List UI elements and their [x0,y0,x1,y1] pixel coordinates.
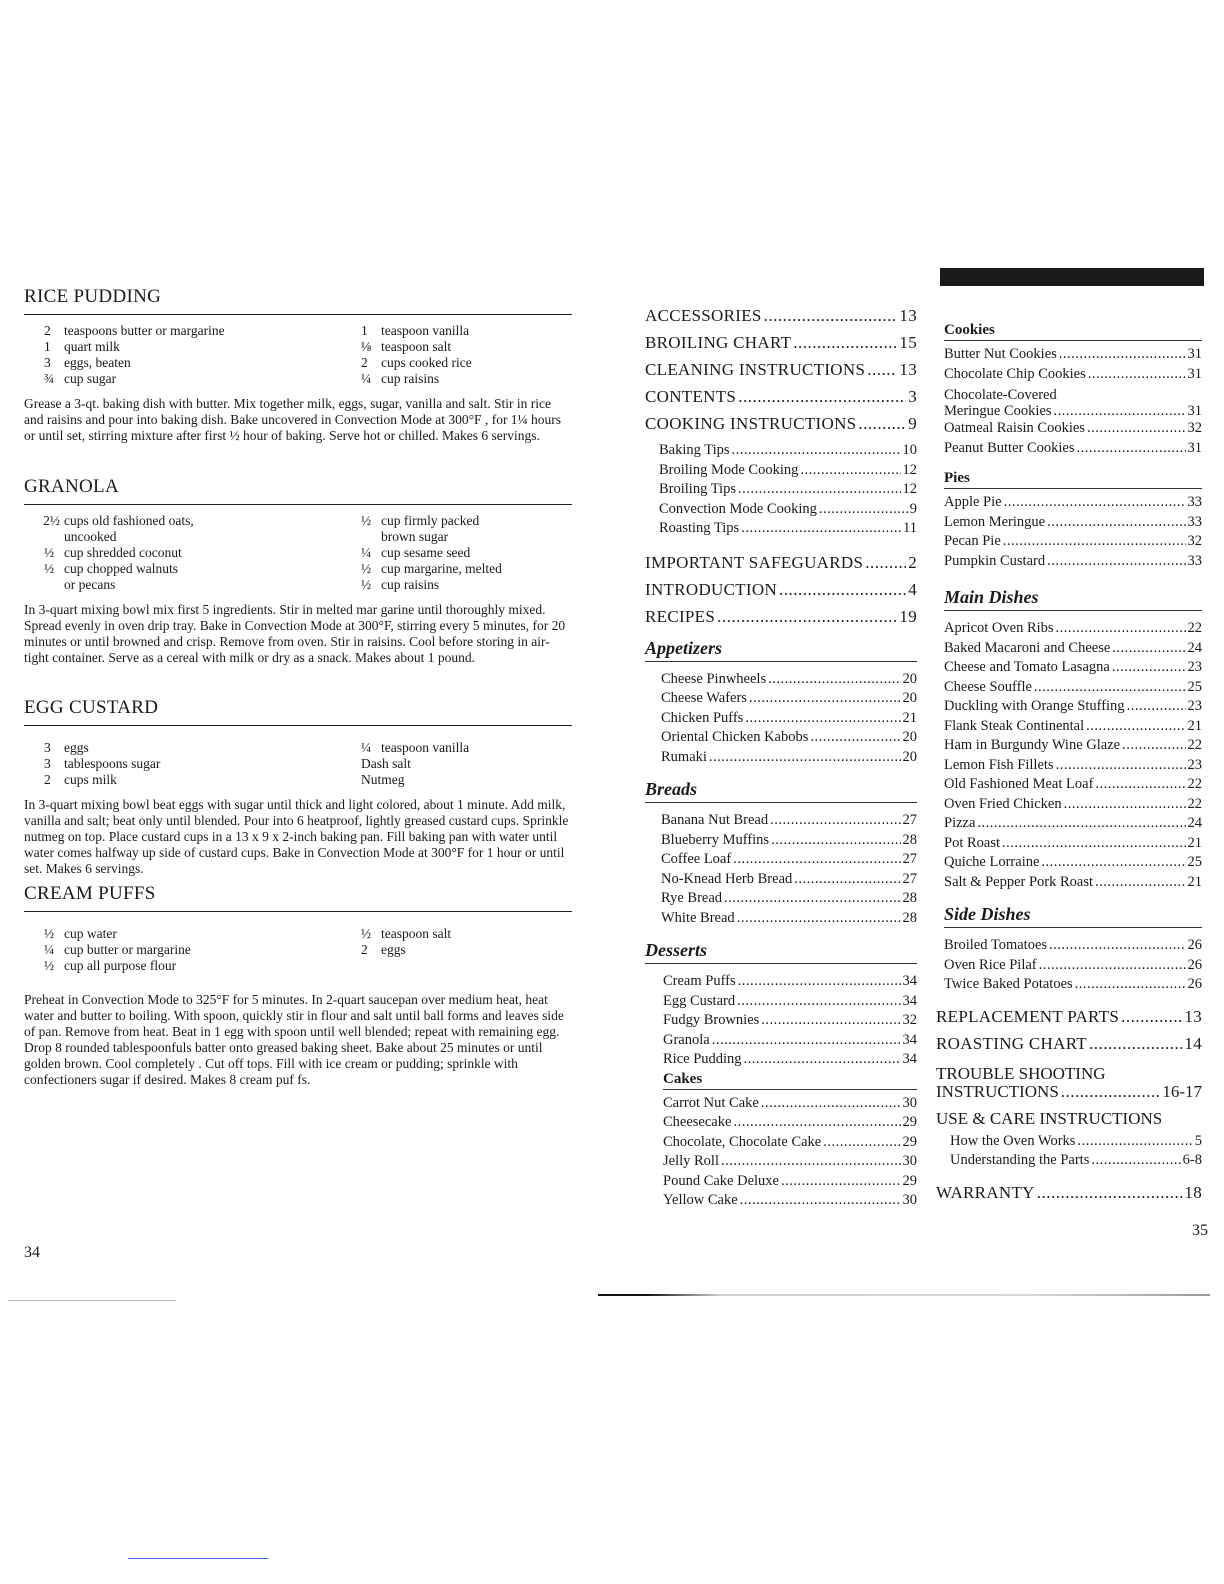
index-entry: Chocolate, Chocolate Cake ..... 29 [663,1133,917,1153]
ingredient-column-right [361,323,571,387]
index-entry: Coffee Loaf ..... 27 [661,850,917,870]
category-title: Main Dishes [944,587,1202,611]
index-entry: Rumaki ..... 20 [661,748,917,768]
ingredient: ½ cup all purpose flour [44,958,177,973]
ingredient: or pecans [64,577,116,592]
index-entry: COOKING INSTRUCTIONS ..... 9 [645,410,917,437]
index-entry: Granola ..... 34 [663,1031,917,1051]
index-entry: Banana Nut Bread ..... 27 [661,811,917,831]
index-entry: INTRODUCTION ..... 4 [645,576,917,603]
index-entry-label-line: Chocolate-Covered [944,387,1057,403]
index-entry: Butter Nut Cookies ..... 31 [944,345,1202,365]
index-category-desserts [645,940,917,1211]
index-entry: Salt & Pepper Pork Roast ..... 21 [944,873,1202,893]
recipe-page [24,286,572,1088]
ingredient-column-left [24,513,361,593]
index-entry: Lemon Meringue ..... 33 [944,513,1202,533]
index-entry: Twice Baked Potatoes ..... 26 [944,975,1202,995]
page-number: 35 [1192,1222,1208,1239]
ingredient: ½ cup raisins [361,577,440,592]
index-entry: Pecan Pie ..... 32 [944,532,1202,552]
ingredient-column-left [24,926,361,974]
recipe-instructions: Preheat in Convection Mode to 325°F for 5 minutes. In 2-quart saucepan over medium heat, heat water and butter to boiling. With spoon, quickly stir in flour and salt until ball forms and leaves side of pan. Remove from heat. Beat in 1 egg with spoon until well blended; repeat with remaining egg. Drop 8 rounded tablespoonfuls batter onto greased baking sheet. Bake about 25 minutes or until golden brown. Cool completely . Cut off tops. Fill with ice cream or pudding; sprinkle with confectioners sugar if desired. Makes 8 cream puf fs. [24,992,564,1087]
category-title: Appetizers [645,638,917,662]
ingredient: ¼ cup raisins [361,371,440,386]
divider [128,1558,268,1559]
index-entry: Roasting Tips ..... 11 [645,519,917,539]
index-entry: Chocolate Chip Cookies ..... 31 [944,365,1202,385]
index-entry: Ham in Burgundy Wine Glaze ..... 22 [944,736,1202,756]
index-entry: Pot Roast ..... 21 [944,834,1202,854]
recipe-egg-custard [24,697,572,883]
ingredient: ½ cup firmly packed [361,513,480,528]
index-entry: INSTRUCTIONS ..... 16-17 [936,1083,1202,1101]
ingredient: 1 teaspoon vanilla [361,323,470,338]
index-entry: Peanut Butter Cookies ..... 31 [944,439,1202,459]
index-category-appetizers [645,638,917,768]
ingredient: ¼ teaspoon vanilla [361,740,470,755]
index-entry: Oatmeal Raisin Cookies ..... 32 [944,419,1202,439]
ingredient: ¼ cup sesame seed [361,545,471,560]
index-entry: Rye Bread ..... 28 [661,889,917,909]
index-column-2 [936,322,1202,1206]
index-category-pies [944,470,1202,571]
index-entry: Yellow Cake ..... 30 [663,1191,917,1211]
index-entry: How the Oven Works ..... 5 [936,1132,1202,1152]
index-sublist [645,441,917,539]
recipe-instructions: Grease a 3-qt. baking dish with butter. Mix together milk, eggs, sugar, vanilla and salt. Stir in rice and raisins and pour into baking dish. Bake uncovered in Convection Mode at 300°F , for 1¼ hours or until set, stirring mixture after first ½ hour of baking. Serve hot or chilled. Makes 6 servings. [24,396,562,443]
recipe-instructions: In 3-quart mixing bowl mix first 5 ingredients. Stir in melted mar garine until thoroughly mixed. Spread evenly in oven drip tray. Bake in Convection Mode at 300°F, stirring every 5 minutes, for 20 minutes or until browned and crisp. Remove from oven. Stir in raisins. Cool before storing in air-tight container. Serve as a cereal with milk or dry as a snack. Makes about 1 pound. [24,602,566,665]
index-entry: Pound Cake Deluxe ..... 29 [663,1172,917,1192]
header-bar [940,268,1204,286]
ingredient: Dash salt [361,756,411,771]
index-entry: IMPORTANT SAFEGUARDS ..... 2 [645,549,917,576]
ingredient-list [24,323,572,387]
index-entry: CONTENTS ..... 3 [645,383,917,410]
ingredient: brown sugar [381,529,449,544]
index-entry: Cheese Wafers ..... 20 [661,689,917,709]
ingredient-list [24,740,572,788]
index-entry: Cheese Souffle ..... 25 [944,678,1202,698]
index-entry: Broiled Tomatoes ..... 26 [944,936,1202,956]
ingredient: ½ cup water [44,926,117,941]
ingredient: 2 cups cooked rice [361,355,472,370]
index-entry: ROASTING CHART ..... 14 [936,1030,1202,1057]
index-entry: Understanding the Parts ..... 6-8 [936,1151,1202,1171]
divider [8,1300,176,1301]
index-entry: Oven Fried Chicken ..... 22 [944,795,1202,815]
index-entry: Blueberry Muffins ..... 28 [661,831,917,851]
ingredient: 3 eggs, beaten [44,355,131,370]
category-title: Pies [944,470,1202,489]
category-title: Cookies [944,322,1202,341]
recipe-rice-pudding [24,286,572,476]
ingredient: ½ teaspoon salt [361,926,452,941]
index-category-cookies [944,322,1202,458]
index-category-main-dishes [944,587,1202,892]
index-entry: Egg Custard ..... 34 [663,992,917,1012]
recipe-title: EGG CUSTARD [24,697,572,726]
ingredient-column-left [24,323,361,387]
ingredient-column-right [361,926,571,974]
index-entry: Flank Steak Continental ..... 21 [944,717,1202,737]
category-title: Desserts [645,940,917,964]
ingredient-column-right [361,513,571,593]
index-entry: Pumpkin Custard ..... 33 [944,552,1202,572]
index-entry: Broiling Tips ..... 12 [645,480,917,500]
index-entry: Baked Macaroni and Cheese ..... 24 [944,639,1202,659]
index-entry: Pizza ..... 24 [944,814,1202,834]
index-entry: Chicken Puffs ..... 21 [661,709,917,729]
index-entry: ACCESSORIES ..... 13 [645,302,917,329]
ingredient-column-left [24,740,361,788]
ingredient: ¼ cup butter or margarine [44,942,191,957]
index-entry: Quiche Lorraine ..... 25 [944,853,1202,873]
ingredient-list [24,926,572,974]
index-entry: Fudgy Brownies ..... 32 [663,1011,917,1031]
recipe-title: CREAM PUFFS [24,883,572,912]
ingredient: 3 eggs [44,740,89,755]
ingredient: 2 teaspoons butter or margarine [44,323,225,338]
ingredient: 2 cups milk [44,772,117,787]
index-entry: Apricot Oven Ribs ..... 22 [944,619,1202,639]
recipe-title: GRANOLA [24,476,572,505]
recipe-title: RICE PUDDING [24,286,572,315]
index-entry: Convection Mode Cooking ..... 9 [645,500,917,520]
ingredient: ½ cup margarine, melted [361,561,502,576]
index-entry: REPLACEMENT PARTS ..... 13 [936,1003,1202,1030]
ingredient-column-right [361,740,571,788]
index-entry: Oriental Chicken Kabobs ..... 20 [661,728,917,748]
index-entry: Cheesecake ..... 29 [663,1113,917,1133]
category-title: Breads [645,779,917,803]
index-entry: Carrot Nut Cake ..... 30 [663,1094,917,1114]
category-title: Cakes [663,1071,917,1090]
recipe-granola [24,476,572,697]
index-entry-label-line: USE & CARE INSTRUCTIONS [936,1108,1163,1128]
ingredient: 3 tablespoons sugar [44,756,161,771]
index-entry: Broiling Mode Cooking ..... 12 [645,461,917,481]
ingredient: Nutmeg [361,772,405,787]
ingredient: ½ cup chopped walnuts [44,561,178,576]
ingredient: 1 quart milk [44,339,120,354]
index-entry: WARRANTY ..... 18 [936,1179,1202,1206]
category-title: Side Dishes [944,904,1202,928]
index-sublist [645,549,917,630]
divider [598,1294,1210,1296]
page-number: 34 [24,1244,40,1261]
index-category-breads [645,779,917,928]
ingredient: ½ cup shredded coconut [44,545,182,560]
index-entry: Rice Pudding ..... 34 [663,1050,917,1070]
index-entry: Oven Rice Pilaf ..... 26 [944,956,1202,976]
ingredient-list [24,513,572,593]
index-entry: RECIPES ..... 19 [645,603,917,630]
index-sublist [936,1003,1202,1206]
index-entry: BROILING CHART ..... 15 [645,329,917,356]
recipe-instructions: In 3-quart mixing bowl beat eggs with sugar until thick and light colored, about 1 minute. Add milk, vanilla and salt; beat only until blended. Pour into 6 heatproof, lightly greased custard cups. Sprinkle nutmeg on top. Place custard cups in a 13 x 9 x 2-inch baking pan. Fill baking pan with water until water comes halfway up side of custard cups. Bake in Convection Mode at 300°F for 1 hour or until set. Makes 6 servings. [24,797,569,876]
index-entry: Cheese and Tomato Lasagna ..... 23 [944,658,1202,678]
ingredient: ⅛ teaspoon salt [361,339,452,354]
index-entry: White Bread ..... 28 [661,909,917,929]
index-category-side-dishes [944,904,1202,995]
recipe-cream-puffs [24,883,572,1088]
index-entry: CLEANING INSTRUCTIONS ..... 13 [645,356,917,383]
ingredient: uncooked [64,529,117,544]
index-entry: Duckling with Orange Stuffing ..... 23 [944,697,1202,717]
index-entry: Jelly Roll ..... 30 [663,1152,917,1172]
index-entry: Meringue Cookies ..... 31 [944,403,1202,419]
ingredient: ¾ cup sugar [44,371,117,386]
index-entry: Baking Tips ..... 10 [645,441,917,461]
ingredient: 2½ cups old fashioned oats, [43,513,194,528]
index-entry: Apple Pie ..... 33 [944,493,1202,513]
ingredient: 2 eggs [361,942,406,957]
index-column-1 [645,302,917,1211]
index-entry-label-line: TROUBLE SHOOTING [936,1063,1106,1083]
index-entry: Cheese Pinwheels ..... 20 [661,670,917,690]
index-entry: No-Knead Herb Bread ..... 27 [661,870,917,890]
index-entry: Cream Puffs ..... 34 [663,972,917,992]
index-entry: Old Fashioned Meat Loaf ..... 22 [944,775,1202,795]
index-entry: Lemon Fish Fillets ..... 23 [944,756,1202,776]
